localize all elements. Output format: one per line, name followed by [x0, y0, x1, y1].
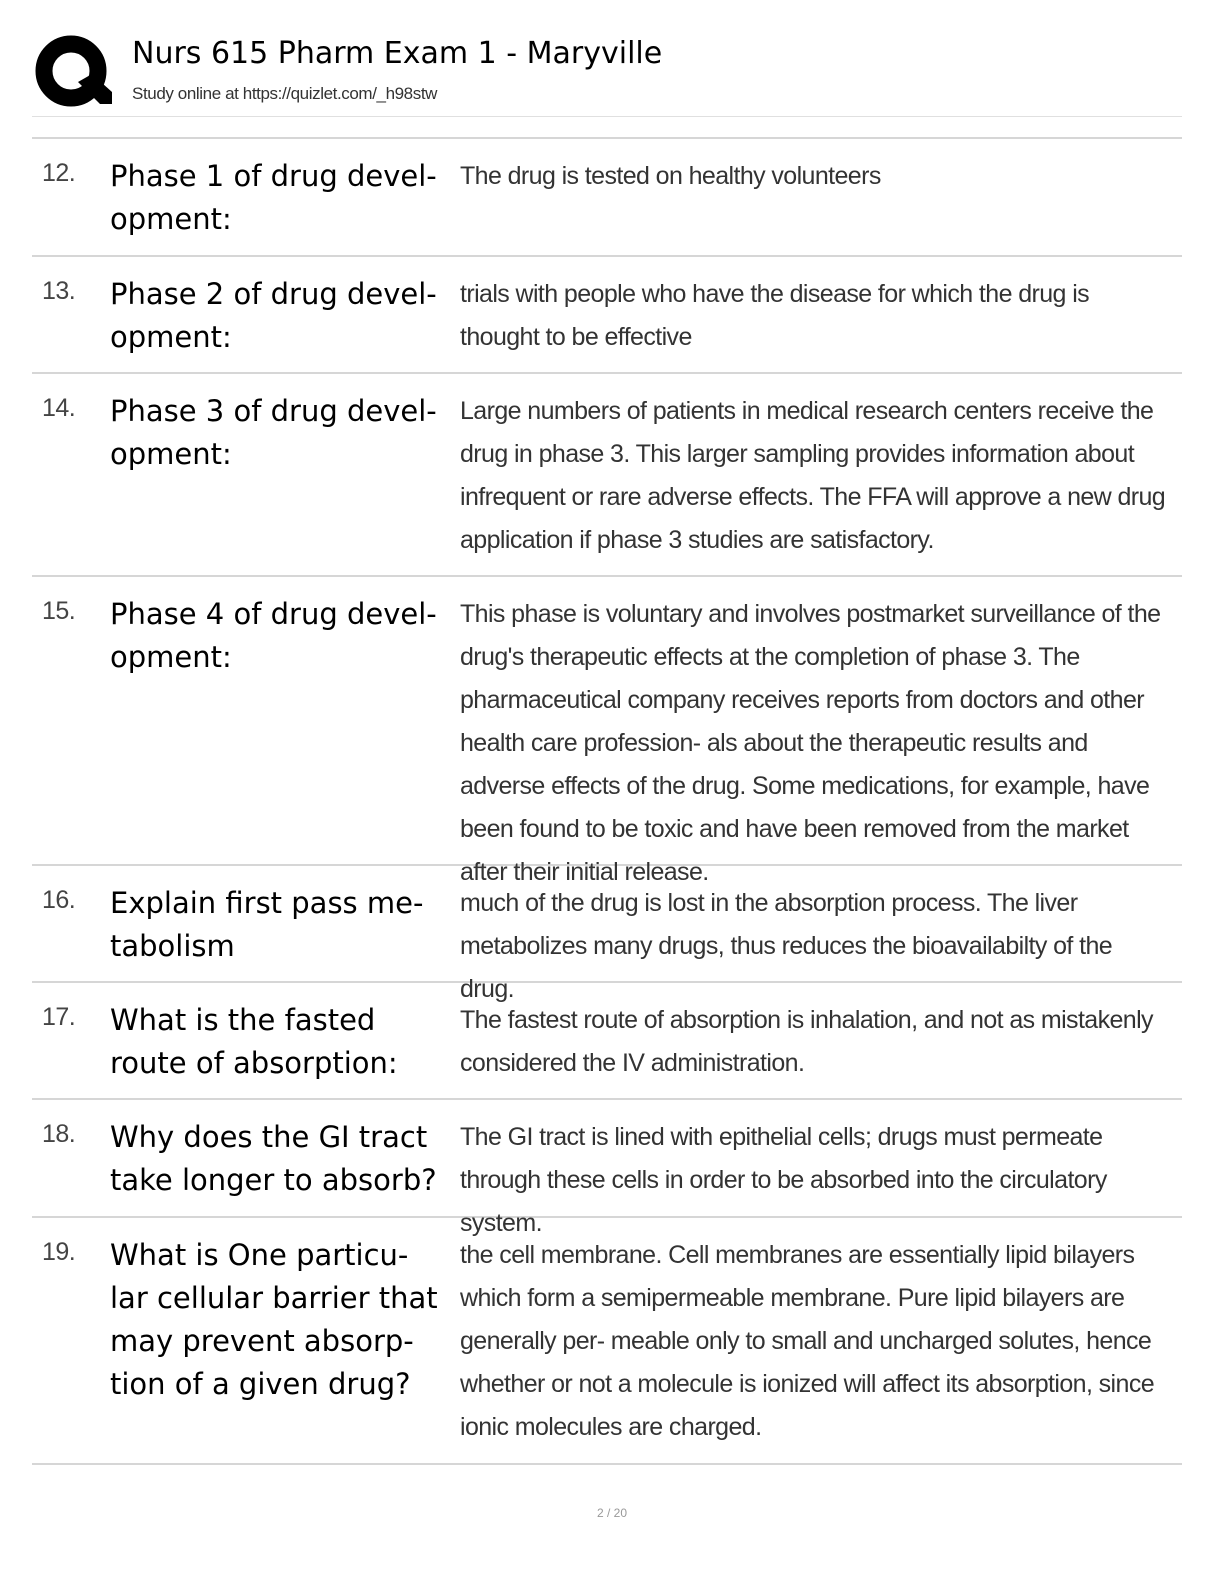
document-title: Nurs 615 Pharm Exam 1 - Maryville: [132, 36, 663, 71]
card-definition: Large numbers of patients in medical research centers receive the drug in phase 3. This larger sampling provides information about infrequent or rare adverse effects. The FFA will approve a new drug application if phase 3 studies are satisfactory.: [460, 397, 1166, 554]
card-term: Why does the GI tract take longer to absorb?: [110, 1120, 437, 1197]
flashcard-row: [32, 1100, 1182, 1237]
card-definition: The drug is tested on healthy volunteers: [460, 162, 881, 190]
card-definition: The GI tract is lined with epithelial cells; drugs must permeate through these cells in order to be absorbed into the circulatory system.: [460, 1123, 1107, 1237]
card-number: 17.: [42, 1003, 76, 1031]
flashcard-row: [32, 577, 1182, 886]
card-term: Explain first pass me- tabolism: [110, 886, 424, 963]
header-divider: [32, 116, 1182, 117]
card-term: What is the fasted route of absorption:: [110, 1003, 398, 1080]
flashcard-row: [32, 866, 1182, 1003]
card-term: Phase 4 of drug devel- opment:: [110, 597, 437, 674]
card-number: 15.: [42, 597, 76, 625]
quizlet-logo-icon: [34, 34, 112, 112]
card-term: What is One particu- lar cellular barrier that may prevent absorp- tion of a given drug?: [110, 1238, 438, 1401]
card-definition: trials with people who have the disease for which the drug is thought to be effective: [460, 280, 1090, 351]
page-number: 2 / 20: [596, 1506, 628, 1520]
flashcard-row: [32, 983, 1182, 1100]
card-definition: The fastest route of absorption is inhalation, and not as mistakenly considered the IV administration.: [460, 1006, 1153, 1077]
card-term: Phase 1 of drug devel- opment:: [110, 159, 437, 236]
card-number: 13.: [42, 277, 76, 305]
card-definition: This phase is voluntary and involves postmarket surveillance of the drug's therapeutic effects at the completion of phase 3. The pharmaceutical company receives reports from doctors and other health care profession- als about the therapeutic results and adverse effects of the drug. Some medications, for example, have been found to be toxic and have been removed from the market after their initial release.: [460, 600, 1161, 886]
flashcard-row: [32, 139, 1182, 257]
study-online-link[interactable]: Study online at https://quizlet.com/_h98stw: [132, 84, 438, 103]
card-definition: much of the drug is lost in the absorption process. The liver metabolizes many drugs, thus reduces the bioavailabilty of the drug.: [460, 889, 1113, 1003]
card-number: 12.: [42, 159, 76, 187]
flashcard-row: [32, 374, 1182, 577]
flashcard-row: [32, 1218, 1182, 1465]
flashcard-row: [32, 257, 1182, 374]
card-term: Phase 3 of drug devel- opment:: [110, 394, 437, 471]
card-number: 18.: [42, 1120, 76, 1148]
card-number: 19.: [42, 1238, 76, 1266]
card-term: Phase 2 of drug devel- opment:: [110, 277, 437, 354]
card-definition: the cell membrane. Cell membranes are essentially lipid bilayers which form a semipermeable membrane. Pure lipid bilayers are generally per- meable only to small and uncharged solutes, hence whether or not a molecule is ionized will affect its absorption, since ionic molecules are charged.: [460, 1241, 1155, 1441]
document-header: [32, 30, 1182, 114]
card-number: 14.: [42, 394, 76, 422]
card-number: 16.: [42, 886, 76, 914]
